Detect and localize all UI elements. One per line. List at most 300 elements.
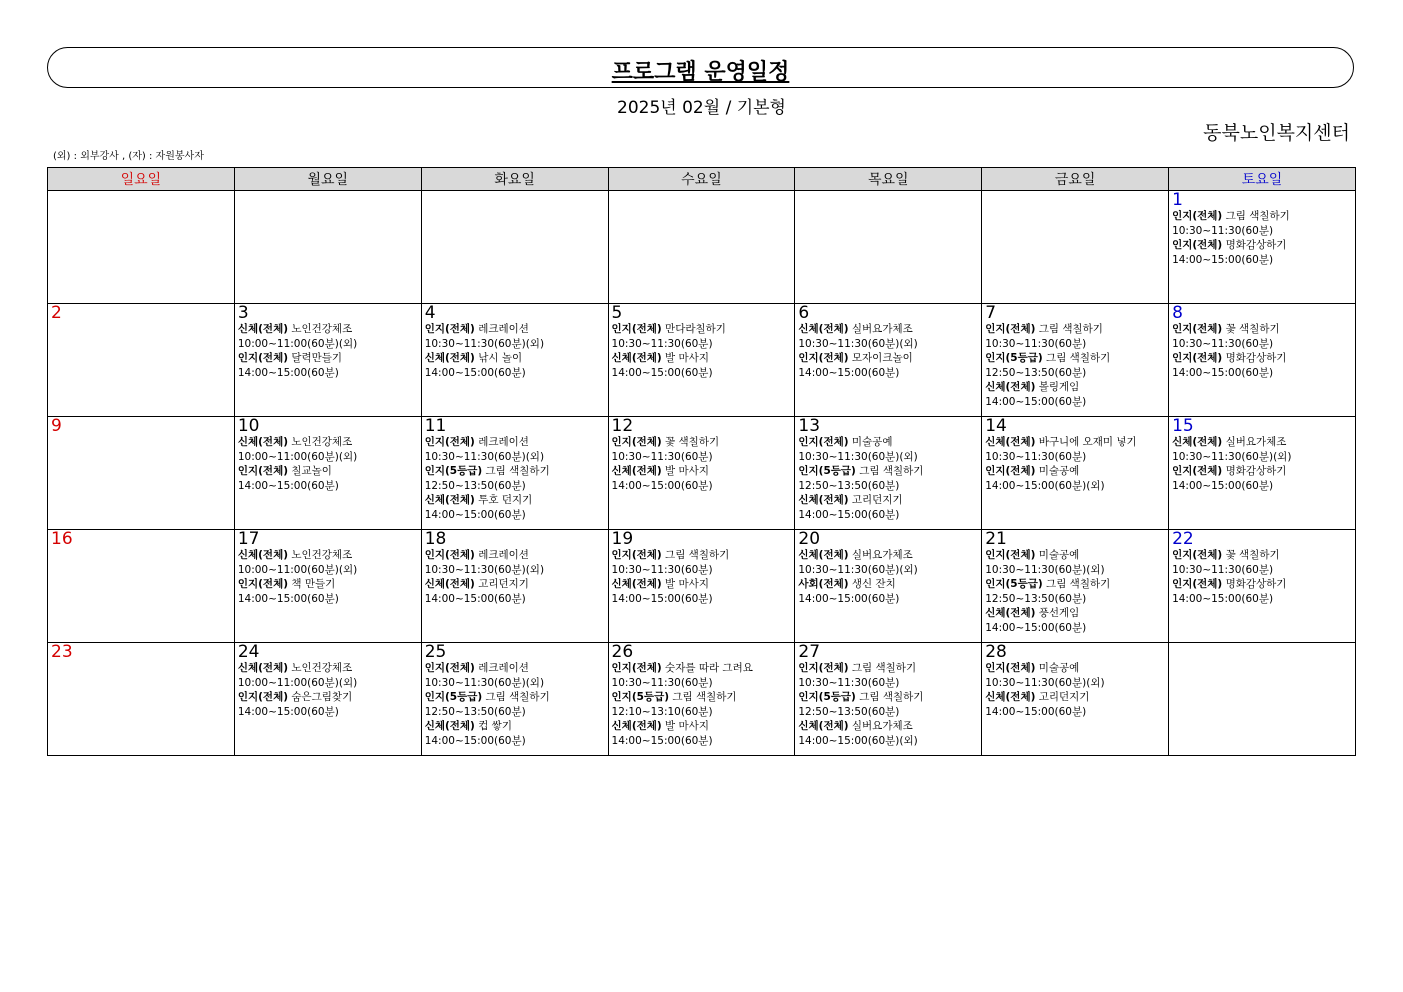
program-event (612, 719, 792, 748)
program-event (612, 661, 792, 690)
event-time: 14:00~15:00(60분) (1172, 366, 1274, 379)
organization-name: 동북노인복지센터 (1203, 122, 1350, 144)
program-event (425, 690, 605, 719)
event-category: 인지(전체) (424, 436, 475, 448)
event-time: 10:30~11:30(60분) (985, 337, 1087, 350)
event-name: 생신 잔치 (851, 578, 896, 590)
calendar-day-cell (234, 530, 421, 643)
event-name: 명화감상하기 (1225, 352, 1287, 364)
event-name: 미술공예 (1038, 662, 1080, 674)
program-event (1172, 577, 1352, 606)
calendar-day-cell (982, 417, 1169, 530)
event-category: 인지(5등급) (611, 691, 670, 703)
event-category: 인지(5등급) (424, 465, 483, 477)
event-time: 12:50~13:50(60분) (798, 705, 900, 718)
calendar-day-cell (795, 530, 982, 643)
event-time: 14:00~15:00(60분)(외) (798, 734, 918, 747)
program-event (238, 351, 418, 380)
day-number: 8 (1172, 303, 1183, 323)
event-time: 10:00~11:00(60분)(외) (237, 563, 358, 576)
event-category: 신체(전체) (985, 691, 1036, 703)
event-name: 꽃 색칠하기 (1225, 549, 1280, 561)
program-event (238, 435, 418, 464)
event-name: 미술공예 (1038, 465, 1080, 477)
event-name: 노인건강체조 (291, 662, 353, 674)
event-category: 인지(전체) (798, 662, 849, 674)
calendar-week-row (48, 417, 1356, 530)
event-name: 숫자를 따라 그려요 (665, 662, 753, 674)
program-event (425, 548, 605, 577)
day-number: 15 (1172, 416, 1194, 436)
calendar-week-row (48, 643, 1356, 756)
program-event (612, 464, 792, 493)
event-name: 그림 색칠하기 (1038, 323, 1103, 335)
program-event (985, 661, 1165, 690)
event-category: 인지(전체) (237, 691, 289, 703)
event-time: 10:30~11:30(60분)(외) (798, 563, 918, 576)
calendar-day-cell (608, 191, 795, 304)
event-time: 14:00~15:00(60분) (1172, 592, 1274, 605)
event-category: 신체(전체) (798, 494, 849, 506)
calendar-day-cell (982, 304, 1169, 417)
day-number: 12 (611, 416, 634, 436)
event-name: 모자이크놀이 (851, 352, 913, 364)
event-name: 발 마사지 (665, 578, 709, 590)
event-category: 신체(전체) (611, 578, 662, 590)
event-category: 인지(전체) (985, 465, 1036, 477)
event-name: 꽃 색칠하기 (665, 436, 720, 448)
event-time: 10:00~11:00(60분)(외) (237, 450, 358, 463)
day-number: 14 (985, 416, 1007, 436)
event-time: 10:30~11:30(60분) (798, 676, 900, 689)
day-number: 3 (237, 303, 249, 323)
calendar-day-cell (795, 191, 982, 304)
event-category: 인지(5등급) (424, 691, 483, 703)
event-time: 14:00~15:00(60분) (985, 395, 1087, 408)
event-time: 10:30~11:30(60분)(외) (985, 676, 1105, 689)
event-time: 10:30~11:30(60분) (1172, 224, 1274, 237)
calendar-day-cell (234, 417, 421, 530)
event-category: 인지(전체) (985, 323, 1036, 335)
calendar-week-row (48, 191, 1356, 304)
event-name: 바구니에 오재미 넣기 (1038, 436, 1137, 448)
page-title: 프로그램 운영일정 (611, 60, 790, 85)
event-time: 10:30~11:30(60분)(외) (424, 337, 545, 350)
event-time: 12:50~13:50(60분) (798, 479, 900, 492)
program-event (1172, 548, 1352, 577)
program-event (425, 351, 605, 380)
event-category: 신체(전체) (611, 720, 662, 732)
calendar-day-cell (982, 191, 1169, 304)
event-category: 인지(전체) (424, 662, 475, 674)
event-time: 10:30~11:30(60분) (985, 450, 1087, 463)
event-category: 인지(전체) (424, 323, 475, 335)
weekday-header-fri: 금요일 (982, 168, 1169, 191)
event-name: 노인건강체조 (291, 549, 353, 561)
calendar-day-cell (795, 417, 982, 530)
calendar-day-cell (234, 304, 421, 417)
program-event (238, 322, 418, 351)
program-event (1172, 351, 1352, 380)
event-category: 인지(전체) (237, 578, 289, 590)
event-time: 14:00~15:00(60분) (424, 734, 526, 747)
event-name: 그림 색칠하기 (1046, 578, 1111, 590)
program-event (1172, 435, 1352, 464)
event-time: 10:30~11:30(60분)(외) (1172, 450, 1292, 463)
weekday-header-wed: 수요일 (608, 168, 795, 191)
event-name: 미술공예 (851, 436, 893, 448)
day-number: 26 (611, 642, 634, 662)
program-event (425, 577, 605, 606)
calendar-day-cell (608, 643, 795, 756)
weekday-header-mon: 월요일 (234, 168, 421, 191)
event-category: 신체(전체) (424, 720, 475, 732)
calendar-table (47, 167, 1356, 756)
day-number: 27 (798, 642, 821, 662)
event-name: 발 마사지 (665, 465, 709, 477)
program-event (238, 577, 418, 606)
event-time: 10:00~11:00(60분)(외) (237, 676, 358, 689)
weekday-header-sat: 토요일 (1169, 168, 1356, 191)
event-category: 신체(전체) (424, 352, 475, 364)
day-number: 24 (237, 642, 260, 662)
event-name: 그림 색칠하기 (859, 465, 924, 477)
program-event (798, 548, 978, 577)
event-name: 그림 색칠하기 (665, 549, 730, 561)
day-number: 23 (51, 642, 73, 662)
event-time: 12:50~13:50(60분) (985, 366, 1087, 379)
event-name: 투호 던지기 (478, 494, 533, 506)
event-name: 레크레이션 (478, 436, 529, 448)
event-category: 인지(전체) (1172, 239, 1223, 251)
calendar-day-cell (234, 643, 421, 756)
legend-note: (외) : 외부강사 , (자) : 자원봉사자 (53, 151, 204, 162)
event-name: 낚시 놀이 (478, 352, 523, 364)
event-time: 14:00~15:00(60분) (798, 508, 900, 521)
event-category: 인지(전체) (1172, 352, 1223, 364)
calendar-day-cell (795, 643, 982, 756)
event-name: 숨은그림찾기 (291, 691, 353, 703)
event-time: 14:00~15:00(60분) (798, 592, 900, 605)
calendar-day-cell (421, 417, 608, 530)
event-time: 14:00~15:00(60분) (424, 508, 526, 521)
event-time: 14:00~15:00(60분) (237, 705, 339, 718)
event-name: 레크레이션 (478, 549, 529, 561)
program-event (612, 690, 792, 719)
calendar-week-row (48, 530, 1356, 643)
program-event (612, 322, 792, 351)
calendar-day-cell (48, 643, 235, 756)
event-time: 14:00~15:00(60분) (611, 734, 713, 747)
event-time: 10:30~11:30(60분)(외) (798, 337, 918, 350)
event-time: 12:50~13:50(60분) (424, 705, 526, 718)
event-category: 인지(전체) (424, 549, 475, 561)
day-number: 17 (237, 529, 260, 549)
event-category: 인지(전체) (798, 352, 849, 364)
event-time: 14:00~15:00(60분)(외) (985, 479, 1105, 492)
event-time: 14:00~15:00(60분) (424, 366, 526, 379)
event-name: 실버요가체조 (851, 549, 913, 561)
calendar-day-cell (1169, 530, 1356, 643)
event-category: 인지(전체) (1172, 210, 1223, 222)
event-name: 만다라칠하기 (665, 323, 726, 335)
event-name: 컵 쌓기 (478, 720, 512, 732)
calendar-week-row (48, 304, 1356, 417)
program-event (798, 690, 978, 719)
day-number: 9 (51, 416, 62, 436)
event-category: 인지(전체) (1172, 578, 1223, 590)
weekday-header-sun: 일요일 (48, 168, 235, 191)
weekday-header-row (48, 168, 1356, 191)
event-category: 인지(5등급) (985, 352, 1043, 364)
calendar-day-cell (234, 191, 421, 304)
calendar-day-cell (982, 530, 1169, 643)
program-event (798, 493, 978, 522)
event-time: 10:30~11:30(60분)(외) (424, 676, 545, 689)
event-category: 신체(전체) (1172, 436, 1223, 448)
calendar-day-cell (1169, 304, 1356, 417)
event-category: 인지(전체) (611, 436, 662, 448)
day-number: 1 (1172, 190, 1183, 210)
event-category: 신체(전체) (237, 323, 289, 335)
event-time: 10:30~11:30(60분)(외) (424, 450, 545, 463)
event-time: 12:50~13:50(60분) (985, 592, 1087, 605)
program-event (425, 661, 605, 690)
event-time: 12:10~13:10(60분) (611, 705, 713, 718)
calendar-day-cell (608, 417, 795, 530)
event-name: 레크레이션 (478, 662, 529, 674)
event-category: 인지(5등급) (985, 578, 1043, 590)
event-name: 명화감상하기 (1225, 465, 1287, 477)
event-category: 신체(전체) (611, 465, 662, 477)
day-number: 22 (1172, 529, 1194, 549)
program-event (985, 464, 1165, 493)
event-time: 14:00~15:00(60분) (611, 592, 713, 605)
event-category: 인지(전체) (611, 323, 662, 335)
event-category: 인지(전체) (1172, 465, 1223, 477)
event-time: 14:00~15:00(60분) (985, 621, 1087, 634)
program-event (425, 435, 605, 464)
program-event (425, 322, 605, 351)
day-number: 16 (51, 529, 73, 549)
event-name: 책 만들기 (291, 578, 336, 590)
program-event (612, 577, 792, 606)
event-time: 14:00~15:00(60분) (1172, 253, 1274, 266)
event-time: 14:00~15:00(60분) (237, 366, 339, 379)
event-category: 신체(전체) (237, 662, 289, 674)
program-event (238, 661, 418, 690)
event-name: 노인건강체조 (291, 436, 353, 448)
day-number: 18 (424, 529, 447, 549)
program-event (798, 435, 978, 464)
calendar-day-cell (608, 530, 795, 643)
program-event (985, 548, 1165, 577)
event-name: 그림 색칠하기 (859, 691, 924, 703)
event-category: 신체(전체) (985, 607, 1036, 619)
program-event (985, 380, 1165, 409)
event-category: 신체(전체) (424, 494, 475, 506)
event-time: 10:30~11:30(60분)(외) (985, 563, 1105, 576)
calendar-day-cell (48, 530, 235, 643)
event-name: 그림 색칠하기 (1225, 210, 1290, 222)
event-category: 신체(전체) (798, 720, 849, 732)
program-event (1172, 322, 1352, 351)
day-number: 28 (985, 642, 1007, 662)
program-event (425, 493, 605, 522)
program-event (612, 548, 792, 577)
event-name: 그림 색칠하기 (672, 691, 737, 703)
event-category: 인지(전체) (985, 549, 1036, 561)
program-event (238, 464, 418, 493)
event-name: 레크레이션 (478, 323, 529, 335)
day-number: 5 (611, 303, 623, 323)
event-name: 고리던지기 (1038, 691, 1090, 703)
program-event (612, 435, 792, 464)
event-category: 신체(전체) (798, 549, 849, 561)
program-event (1172, 209, 1352, 238)
event-name: 노인건강체조 (291, 323, 353, 335)
event-time: 10:30~11:30(60분) (611, 676, 713, 689)
event-name: 발 마사지 (665, 352, 709, 364)
title-box (47, 47, 1354, 88)
event-category: 신체(전체) (611, 352, 662, 364)
event-name: 그림 색칠하기 (485, 691, 550, 703)
program-event (798, 661, 978, 690)
weekday-header-thu: 목요일 (795, 168, 982, 191)
program-event (798, 719, 978, 748)
weekday-header-tue: 화요일 (421, 168, 608, 191)
event-category: 신체(전체) (237, 549, 289, 561)
event-category: 신체(전체) (424, 578, 475, 590)
event-category: 신체(전체) (237, 436, 289, 448)
calendar-day-cell (608, 304, 795, 417)
program-event (798, 322, 978, 351)
event-category: 신체(전체) (985, 436, 1036, 448)
event-time: 14:00~15:00(60분) (611, 479, 713, 492)
program-event (425, 464, 605, 493)
day-number: 25 (424, 642, 447, 662)
day-number: 2 (51, 303, 62, 323)
program-event (985, 577, 1165, 606)
calendar-day-cell (421, 191, 608, 304)
event-time: 14:00~15:00(60분) (424, 592, 526, 605)
event-category: 인지(5등급) (798, 691, 856, 703)
event-time: 14:00~15:00(60분) (798, 366, 900, 379)
event-name: 그림 색칠하기 (1046, 352, 1111, 364)
event-time: 14:00~15:00(60분) (237, 592, 339, 605)
event-category: 인지(전체) (237, 465, 289, 477)
program-event (798, 351, 978, 380)
event-category: 인지(전체) (611, 549, 662, 561)
event-category: 인지(전체) (985, 662, 1036, 674)
program-event (1172, 238, 1352, 267)
event-name: 볼링게임 (1038, 381, 1080, 393)
program-event (798, 464, 978, 493)
day-number: 21 (985, 529, 1007, 549)
event-name: 그림 색칠하기 (851, 662, 917, 674)
event-category: 신체(전체) (798, 323, 849, 335)
program-event (985, 351, 1165, 380)
event-category: 인지(5등급) (798, 465, 856, 477)
calendar-day-cell (421, 530, 608, 643)
event-name: 실버요가체조 (851, 323, 913, 335)
program-event (985, 690, 1165, 719)
event-category: 인지(전체) (611, 662, 662, 674)
event-name: 풍선게임 (1038, 607, 1080, 619)
event-time: 14:00~15:00(60분) (1172, 479, 1274, 492)
event-name: 실버요가체조 (851, 720, 913, 732)
calendar-day-cell (421, 304, 608, 417)
event-name: 미술공예 (1038, 549, 1080, 561)
program-event (985, 435, 1165, 464)
event-name: 그림 색칠하기 (485, 465, 550, 477)
program-event (238, 690, 418, 719)
calendar-day-cell (795, 304, 982, 417)
program-event (238, 548, 418, 577)
day-number: 4 (424, 303, 436, 323)
program-event (1172, 464, 1352, 493)
calendar-day-cell (48, 191, 235, 304)
event-time: 10:30~11:30(60분) (1172, 337, 1274, 350)
calendar-day-cell (1169, 417, 1356, 530)
event-time: 10:30~11:30(60분)(외) (424, 563, 545, 576)
calendar-day-cell (1169, 643, 1356, 756)
day-number: 11 (424, 416, 447, 436)
event-name: 명화감상하기 (1225, 578, 1287, 590)
event-time: 10:30~11:30(60분) (611, 563, 713, 576)
event-time: 10:30~11:30(60분) (611, 337, 713, 350)
event-name: 칠교놀이 (291, 465, 332, 477)
event-name: 고리던지기 (851, 494, 903, 506)
day-number: 19 (611, 529, 634, 549)
day-number: 10 (237, 416, 260, 436)
event-category: 사회(전체) (798, 578, 849, 590)
calendar-day-cell (421, 643, 608, 756)
event-time: 10:00~11:00(60분)(외) (237, 337, 358, 350)
calendar-day-cell (48, 304, 235, 417)
day-number: 20 (798, 529, 821, 549)
calendar-day-cell (982, 643, 1169, 756)
event-category: 인지(전체) (1172, 549, 1223, 561)
day-number: 13 (798, 416, 821, 436)
event-category: 인지(전체) (798, 436, 849, 448)
event-name: 발 마사지 (665, 720, 709, 732)
event-name: 꽃 색칠하기 (1225, 323, 1280, 335)
event-name: 고리던지기 (478, 578, 529, 590)
day-number: 7 (985, 303, 997, 323)
event-name: 실버요가체조 (1225, 436, 1287, 448)
event-time: 14:00~15:00(60분) (611, 366, 713, 379)
event-category: 신체(전체) (985, 381, 1036, 393)
calendar-day-cell (48, 417, 235, 530)
event-category: 인지(전체) (1172, 323, 1223, 335)
program-event (985, 322, 1165, 351)
event-time: 12:50~13:50(60분) (424, 479, 526, 492)
event-time: 14:00~15:00(60분) (237, 479, 339, 492)
event-time: 14:00~15:00(60분) (985, 705, 1087, 718)
page-subtitle: 2025년 02월 / 기본형 (617, 98, 786, 118)
event-name: 명화감상하기 (1225, 239, 1287, 251)
event-time: 10:30~11:30(60분) (611, 450, 713, 463)
event-name: 달력만들기 (291, 352, 343, 364)
program-event (425, 719, 605, 748)
program-event (612, 351, 792, 380)
program-event (798, 577, 978, 606)
event-time: 10:30~11:30(60분) (1172, 563, 1274, 576)
program-event (985, 606, 1165, 635)
event-time: 10:30~11:30(60분)(외) (798, 450, 918, 463)
calendar-day-cell (1169, 191, 1356, 304)
